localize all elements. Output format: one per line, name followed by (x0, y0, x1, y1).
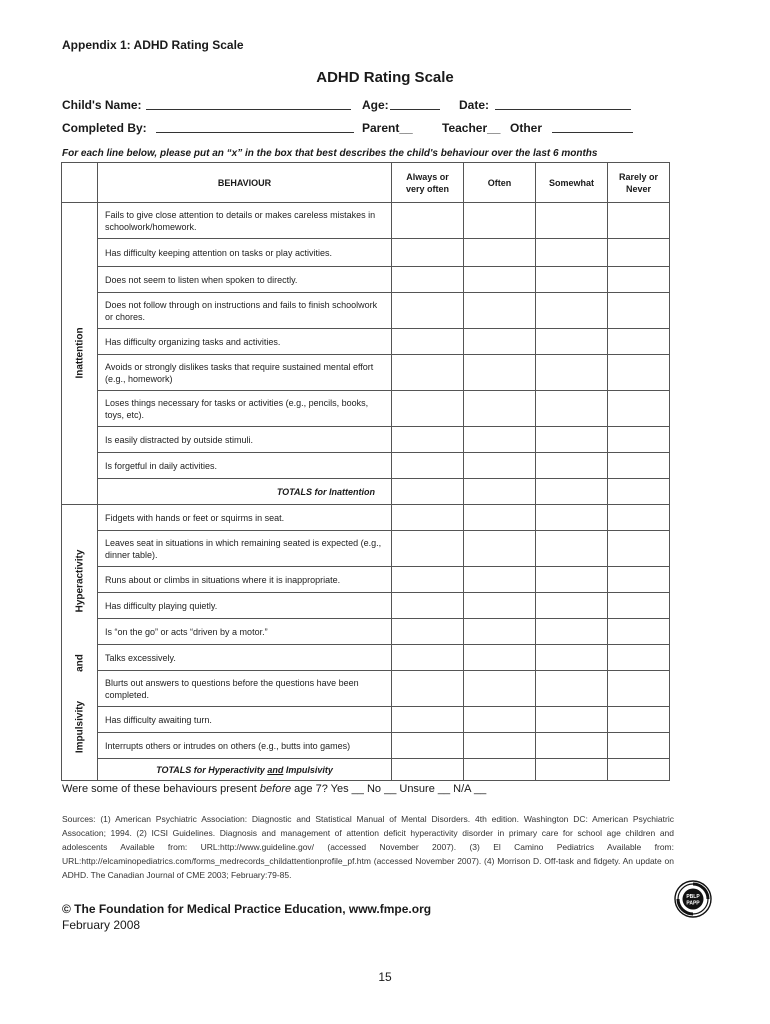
total-rarely[interactable] (608, 479, 670, 505)
page-title: ADHD Rating Scale (316, 69, 454, 86)
checkbox-rarely[interactable] (608, 355, 670, 391)
total-often[interactable] (464, 479, 536, 505)
section-label-and: and (74, 654, 85, 672)
checkbox-always[interactable] (392, 671, 464, 707)
totals-label-hyperactivity (98, 759, 392, 781)
child-name-label: Child's Name: (62, 98, 142, 112)
age-field[interactable] (390, 98, 440, 110)
checkbox-always[interactable] (392, 453, 464, 479)
table-row (62, 505, 670, 531)
checkbox-always[interactable] (392, 505, 464, 531)
total-somewhat[interactable] (536, 759, 608, 781)
checkbox-somewhat[interactable] (536, 505, 608, 531)
checkbox-rarely[interactable] (608, 203, 670, 239)
checkbox-rarely[interactable] (608, 453, 670, 479)
checkbox-somewhat[interactable] (536, 733, 608, 759)
table-row (62, 427, 670, 453)
checkbox-somewhat[interactable] (536, 453, 608, 479)
checkbox-often[interactable] (464, 329, 536, 355)
table-row (62, 531, 670, 567)
footer-date: February 2008 (62, 918, 141, 932)
behaviour-item: Is “on the go” or acts “driven by a motor.” (98, 619, 392, 645)
checkbox-rarely[interactable] (608, 427, 670, 453)
table-row (62, 593, 670, 619)
checkbox-somewhat[interactable] (536, 645, 608, 671)
header-blank-cell (62, 163, 98, 203)
behaviour-item: Interrupts others or intrudes on others (e.g., butts into games) (98, 733, 392, 759)
instructions: For each line below, please put an “x” in the box that best describes the child's behaviour over the last 6 months (62, 148, 598, 159)
table-row (62, 567, 670, 593)
checkbox-rarely[interactable] (608, 645, 670, 671)
checkbox-somewhat[interactable] (536, 239, 608, 267)
checkbox-always[interactable] (392, 427, 464, 453)
table-row (62, 267, 670, 293)
checkbox-somewhat[interactable] (536, 531, 608, 567)
present-q-before: before (259, 783, 292, 795)
header-rarely-line1: Rarely or (618, 171, 659, 182)
checkbox-somewhat[interactable] (536, 593, 608, 619)
section-inattention (62, 203, 98, 505)
totals-hyper-and: and (267, 764, 284, 775)
table-row (62, 239, 670, 267)
checkbox-always[interactable] (392, 293, 464, 329)
behaviour-item: Is forgetful in daily activities. (98, 453, 392, 479)
header-behaviour: BEHAVIOUR (98, 163, 392, 203)
checkbox-always[interactable] (392, 567, 464, 593)
header-always-line1: Always or (406, 171, 449, 182)
checkbox-always[interactable] (392, 707, 464, 733)
present-q-prefix: Were some of these behaviours present (62, 783, 260, 795)
behaviour-item: Avoids or strongly dislikes tasks that require sustained mental effort (e.g., homework) (98, 355, 392, 391)
table-row (62, 391, 670, 427)
total-always[interactable] (392, 759, 464, 781)
checkbox-rarely[interactable] (608, 531, 670, 567)
behaviour-item: Talks excessively. (98, 645, 392, 671)
table-row (62, 619, 670, 645)
footer-organization: © The Foundation for Medical Practice Education, www.fmpe.org (62, 902, 432, 916)
checkbox-always[interactable] (392, 391, 464, 427)
checkbox-rarely[interactable] (608, 239, 670, 267)
checkbox-rarely[interactable] (608, 391, 670, 427)
checkbox-always[interactable] (392, 203, 464, 239)
checkbox-rarely[interactable] (608, 505, 670, 531)
checkbox-often[interactable] (464, 427, 536, 453)
other-field[interactable] (552, 121, 633, 133)
table-row (62, 355, 670, 391)
checkbox-often[interactable] (464, 619, 536, 645)
table-row (62, 293, 670, 329)
checkbox-always[interactable] (392, 329, 464, 355)
table-header-row (62, 163, 670, 203)
total-always[interactable] (392, 479, 464, 505)
totals-hyper-suffix: Impulsivity (283, 764, 333, 775)
checkbox-always[interactable] (392, 593, 464, 619)
appendix-label: Appendix 1: ADHD Rating Scale (62, 38, 244, 52)
behaviour-item: Runs about or climbs in situations where it is inappropriate. (98, 567, 392, 593)
section-label-hyperactivity: Hyperactivity (74, 549, 85, 613)
checkbox-somewhat[interactable] (536, 567, 608, 593)
other-label: Other (510, 121, 543, 135)
checkbox-often[interactable] (464, 505, 536, 531)
table-row (62, 645, 670, 671)
checkbox-often[interactable] (464, 645, 536, 671)
section-label-inattention: Inattention (74, 327, 85, 379)
total-somewhat[interactable] (536, 479, 608, 505)
checkbox-often[interactable] (464, 453, 536, 479)
checkbox-often[interactable] (464, 355, 536, 391)
parent-option[interactable]: Parent__ (362, 121, 413, 135)
header-rarely (608, 163, 670, 203)
checkbox-often[interactable] (464, 293, 536, 329)
checkbox-often[interactable] (464, 203, 536, 239)
checkbox-always[interactable] (392, 531, 464, 567)
present-q-suffix: age 7? Yes __ No __ Unsure __ N/A __ (291, 783, 487, 795)
total-rarely[interactable] (608, 759, 670, 781)
behaviour-item: Has difficulty playing quietly. (98, 593, 392, 619)
completed-by-label: Completed By: (62, 121, 147, 135)
child-name-field[interactable] (146, 98, 351, 110)
checkbox-somewhat[interactable] (536, 427, 608, 453)
date-label: Date: (459, 98, 490, 112)
table-row (62, 707, 670, 733)
behaviour-item: Has difficulty awaiting turn. (98, 707, 392, 733)
checkbox-rarely[interactable] (608, 267, 670, 293)
logo-text-top: PBLP (686, 894, 700, 900)
table-row (62, 203, 670, 239)
checkbox-often[interactable] (464, 567, 536, 593)
checkbox-always[interactable] (392, 645, 464, 671)
table-row (62, 329, 670, 355)
pblp-logo-icon (674, 880, 712, 918)
checkbox-always[interactable] (392, 355, 464, 391)
header-always-line2: very often (405, 183, 449, 194)
teacher-option[interactable]: Teacher__ (442, 121, 501, 135)
totals-hyper-prefix: TOTALS for Hyperactivity (156, 764, 268, 775)
checkbox-somewhat[interactable] (536, 293, 608, 329)
checkbox-often[interactable] (464, 391, 536, 427)
checkbox-always[interactable] (392, 733, 464, 759)
checkbox-somewhat[interactable] (536, 619, 608, 645)
header-always (392, 163, 464, 203)
checkbox-often[interactable] (464, 267, 536, 293)
checkbox-somewhat[interactable] (536, 203, 608, 239)
totals-row-inattention (62, 479, 670, 505)
section-hyperactivity-impulsivity (62, 505, 98, 781)
behaviour-item: Does not seem to listen when spoken to directly. (98, 267, 392, 293)
sources-text: Sources: (1) American Psychiatric Association: Diagnostic and Statistical Manual of Mental Disorders. 4th edition. Washington DC: American Psychiatric Assocation; 1994. (2) ICSI Guidelines. Diagnosis and management of attention deficit hyperactivity disorder in primary care for school age children and adolescents Available from: URL:http://www.guideline.gov/ (accessed November 2007). (3) El Camino Pediatrics Available from: URL:http://elcaminopediatrics.com/forms_medrecords_childattentionprofile_pf.htm (accessed November 2007). (4) Morrison D. Off-task and fidgety. An update on ADHD. The Canadian Journal of CME 2003; February:79-85. (62, 814, 674, 880)
checkbox-often[interactable] (464, 531, 536, 567)
checkbox-somewhat[interactable] (536, 329, 608, 355)
checkbox-somewhat[interactable] (536, 671, 608, 707)
checkbox-somewhat[interactable] (536, 391, 608, 427)
section-label-impulsivity: Impulsivity (74, 700, 85, 754)
total-often[interactable] (464, 759, 536, 781)
checkbox-always[interactable] (392, 267, 464, 293)
age-label: Age: (362, 98, 389, 112)
checkbox-always[interactable] (392, 619, 464, 645)
checkbox-somewhat[interactable] (536, 707, 608, 733)
rating-table (61, 162, 670, 781)
table-row (62, 671, 670, 707)
behaviour-item: Does not follow through on instructions and fails to finish schoolwork or chores. (98, 293, 392, 329)
checkbox-often[interactable] (464, 671, 536, 707)
present-before-7-question (62, 783, 486, 795)
completed-by-field[interactable] (156, 121, 354, 133)
checkbox-often[interactable] (464, 707, 536, 733)
checkbox-somewhat[interactable] (536, 267, 608, 293)
page-number: 15 (378, 970, 392, 984)
header-rarely-line2: Never (625, 183, 652, 194)
checkbox-rarely[interactable] (608, 593, 670, 619)
date-field[interactable] (495, 98, 631, 110)
table-row (62, 453, 670, 479)
checkbox-rarely[interactable] (608, 567, 670, 593)
logo-text-bottom: PAPP (686, 900, 700, 907)
checkbox-rarely[interactable] (608, 733, 670, 759)
checkbox-somewhat[interactable] (536, 355, 608, 391)
checkbox-rarely[interactable] (608, 671, 670, 707)
checkbox-often[interactable] (464, 593, 536, 619)
checkbox-rarely[interactable] (608, 619, 670, 645)
behaviour-item: Has difficulty organizing tasks and activities. (98, 329, 392, 355)
checkbox-always[interactable] (392, 239, 464, 267)
behaviour-item: Fidgets with hands or feet or squirms in seat. (98, 505, 392, 531)
header-somewhat: Somewhat (536, 163, 608, 203)
table-row (62, 733, 670, 759)
totals-label-inattention: TOTALS for Inattention (98, 479, 392, 505)
completed-by-row (62, 121, 682, 137)
behaviour-item: Is easily distracted by outside stimuli. (98, 427, 392, 453)
behaviour-item: Fails to give close attention to details or makes careless mistakes in schoolwork/homework. (98, 203, 392, 239)
checkbox-often[interactable] (464, 239, 536, 267)
behaviour-item: Has difficulty keeping attention on tasks or play activities. (98, 239, 392, 267)
checkbox-rarely[interactable] (608, 707, 670, 733)
totals-row-hyperactivity (62, 759, 670, 781)
header-often: Often (464, 163, 536, 203)
behaviour-item: Blurts out answers to questions before the questions have been completed. (98, 671, 392, 707)
checkbox-rarely[interactable] (608, 293, 670, 329)
behaviour-item: Leaves seat in situations in which remaining seated is expected (e.g., dinner table). (98, 531, 392, 567)
child-info-row (62, 98, 682, 114)
checkbox-often[interactable] (464, 733, 536, 759)
behaviour-item: Loses things necessary for tasks or activities (e.g., pencils, books, toys, etc). (98, 391, 392, 427)
checkbox-rarely[interactable] (608, 329, 670, 355)
